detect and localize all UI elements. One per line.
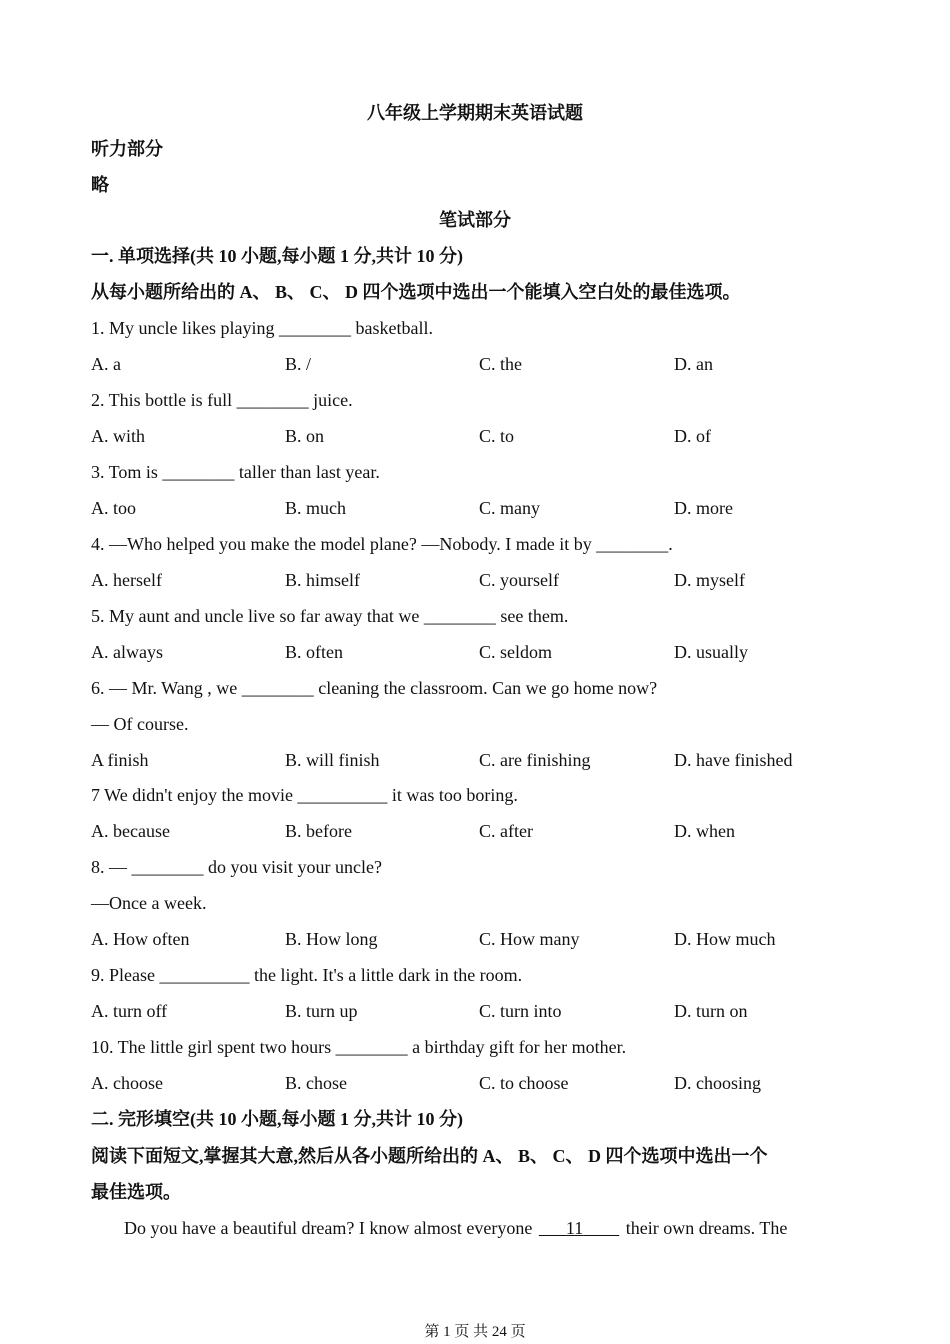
- blank-11: 11: [565, 1218, 584, 1238]
- question-1-options: [91, 346, 870, 382]
- page-title: 八年级上学期期末英语试题: [367, 103, 583, 123]
- question-4-options: [91, 562, 870, 598]
- section2-instruction-line1: 阅读下面短文,掌握其大意,然后从各小题所给出的 A、 B、 C、 D 四个选项中选出一个: [91, 1146, 768, 1166]
- passage-line: [124, 1210, 870, 1246]
- option-a: A. choose: [91, 1073, 163, 1093]
- listening-heading: 听力部分: [91, 139, 163, 159]
- passage-end: their own dreams. The: [625, 1218, 788, 1238]
- option-b: B. much: [285, 498, 346, 518]
- option-d: D. more: [674, 498, 733, 518]
- option-b: B. turn up: [285, 1001, 358, 1021]
- option-b: B. on: [285, 426, 325, 446]
- section2-instruction-line2: 最佳选项。: [91, 1182, 181, 1202]
- option-a: A. too: [91, 498, 136, 518]
- section2-heading: 二. 完形填空(共 10 小题,每小题 1 分,共计 10 分): [91, 1109, 463, 1129]
- option-c: C. How many: [479, 929, 580, 949]
- listening-note: 略: [91, 175, 109, 195]
- question-6-reply: — Of course.: [91, 714, 189, 734]
- question-3-options: [91, 490, 870, 526]
- option-a: A. with: [91, 426, 145, 446]
- option-d: D. myself: [674, 570, 745, 590]
- question-6-options: [91, 742, 870, 778]
- question-8-reply: —Once a week.: [91, 893, 207, 913]
- question-9-options: [91, 993, 870, 1029]
- option-a: A. herself: [91, 570, 162, 590]
- question-1-stem: 1. My uncle likes playing ________ basketball.: [91, 318, 433, 338]
- option-c: C. yourself: [479, 570, 559, 590]
- question-8-stem: 8. — ________ do you visit your uncle?: [91, 857, 382, 877]
- option-d: D. have finished: [674, 750, 793, 770]
- option-d: D. turn on: [674, 1001, 748, 1021]
- option-a: A finish: [91, 750, 149, 770]
- option-b: B. /: [285, 354, 312, 374]
- question-10-options: [91, 1065, 870, 1101]
- question-5-stem: 5. My aunt and uncle live so far away that we ________ see them.: [91, 606, 569, 626]
- option-c: C. are finishing: [479, 750, 591, 770]
- option-b: B. chose: [285, 1073, 347, 1093]
- question-7-stem: 7 We didn't enjoy the movie __________ it was too boring.: [91, 785, 518, 805]
- option-c: C. many: [479, 498, 540, 518]
- option-c: C. after: [479, 821, 533, 841]
- option-d: D. usually: [674, 642, 748, 662]
- question-7-options: [91, 813, 870, 849]
- option-a: A. always: [91, 642, 163, 662]
- option-c: C. to: [479, 426, 515, 446]
- option-d: D. choosing: [674, 1073, 761, 1093]
- written-heading: 笔试部分: [439, 210, 511, 230]
- option-d: D. an: [674, 354, 713, 374]
- question-10-stem: 10. The little girl spent two hours ________ a birthday gift for her mother.: [91, 1037, 627, 1057]
- question-9-stem: 9. Please __________ the light. It's a little dark in the room.: [91, 965, 523, 985]
- option-b: B. himself: [285, 570, 360, 590]
- question-8-options: [91, 921, 870, 957]
- page-footer: 第 1 页 共 24 页: [424, 1324, 526, 1340]
- option-c: C. to choose: [479, 1073, 569, 1093]
- question-4-stem: 4. —Who helped you make the model plane? —Nobody. I made it by ________.: [91, 534, 673, 554]
- question-5-options: [91, 634, 870, 670]
- question-6-stem: 6. — Mr. Wang , we ________ cleaning the classroom. Can we go home now?: [91, 678, 658, 698]
- option-d: D. How much: [674, 929, 776, 949]
- option-d: D. when: [674, 821, 735, 841]
- section1-heading: 一. 单项选择(共 10 小题,每小题 1 分,共计 10 分): [91, 246, 463, 266]
- passage-start: Do you have a beautiful dream? I know almost everyone: [124, 1218, 533, 1238]
- option-a: A. turn off: [91, 1001, 168, 1021]
- option-b: B. often: [285, 642, 343, 662]
- option-a: A. a: [91, 354, 121, 374]
- option-a: A. because: [91, 821, 170, 841]
- option-a: A. How often: [91, 929, 190, 949]
- option-c: C. turn into: [479, 1001, 562, 1021]
- question-2-stem: 2. This bottle is full ________ juice.: [91, 390, 353, 410]
- option-b: B. before: [285, 821, 352, 841]
- question-3-stem: 3. Tom is ________ taller than last year.: [91, 462, 380, 482]
- question-2-options: [91, 418, 870, 454]
- option-c: C. the: [479, 354, 522, 374]
- section1-instruction: 从每小题所给出的 A、 B、 C、 D 四个选项中选出一个能填入空白处的最佳选项。: [91, 282, 741, 302]
- option-b: B. How long: [285, 929, 378, 949]
- option-c: C. seldom: [479, 642, 553, 662]
- option-b: B. will finish: [285, 750, 380, 770]
- option-d: D. of: [674, 426, 711, 446]
